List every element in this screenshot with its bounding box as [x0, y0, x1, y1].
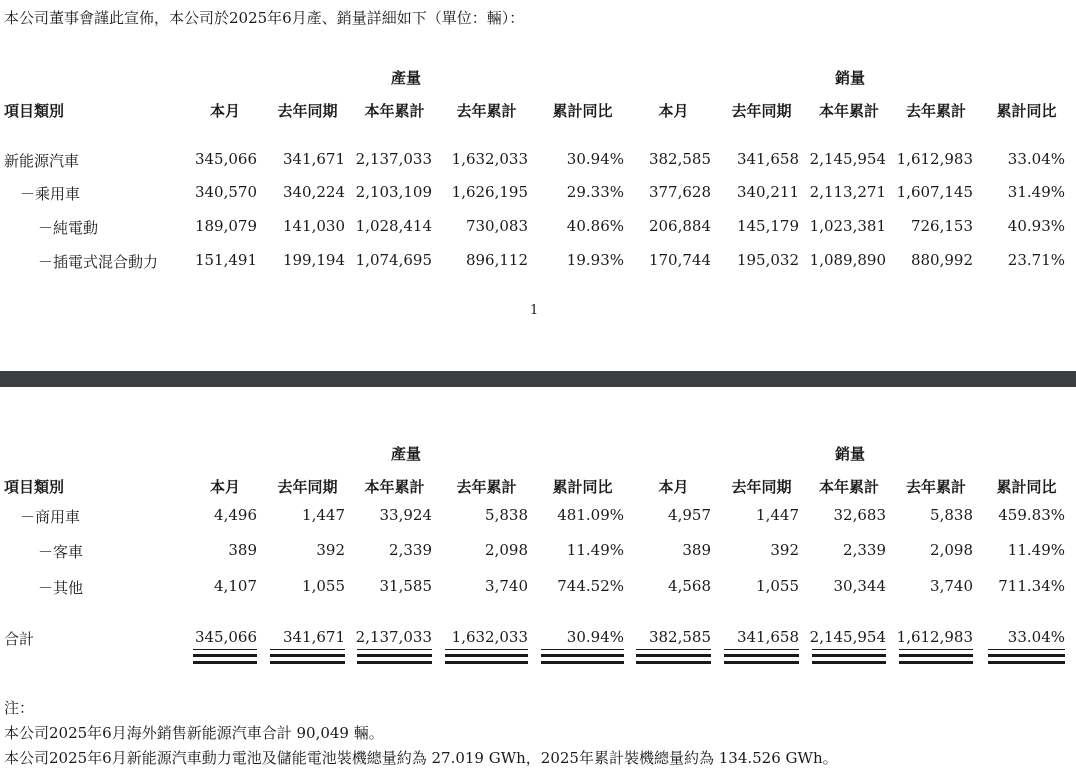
column-header: 累計同比	[996, 102, 1057, 120]
double-underline-bottom	[812, 661, 886, 664]
table-cell: 29.33%	[566, 183, 624, 201]
intro-text: 本公司董事會謹此宣佈，本公司於2025年6月產、銷量詳細如下（單位：輛）：	[4, 9, 525, 27]
column-header: 本月	[209, 478, 240, 496]
column-header: 本月	[658, 478, 689, 496]
column-header: 去年同期	[277, 478, 338, 496]
column-header: 去年累計	[905, 102, 966, 120]
table-cell: 392	[316, 541, 345, 559]
note-line-2: 本公司2025年6月新能源汽車動力電池及儲能電池裝機總量約為 27.019 GWh，2025年累計裝機總量約為 134.526 GWh。	[4, 749, 838, 767]
column-header: 去年累計	[905, 478, 966, 496]
table-cell: 4,957	[668, 506, 711, 524]
header-category: 項目類別	[4, 478, 65, 496]
double-underline-bottom	[445, 661, 528, 664]
double-underline-top	[193, 654, 257, 657]
row-label: 新能源汽車	[4, 152, 80, 170]
total-cell: 2,145,954	[809, 628, 886, 646]
table-cell: 392	[770, 541, 799, 559]
table-cell: 1,447	[756, 506, 799, 524]
table-cell: 195,032	[736, 251, 799, 269]
total-cell: 341,658	[736, 628, 799, 646]
table-cell: 40.86%	[566, 217, 624, 235]
table-cell: 1,612,983	[896, 150, 973, 168]
column-header: 去年累計	[456, 102, 517, 120]
production-group-header: 產量	[391, 69, 422, 87]
total-underline	[988, 649, 1065, 650]
double-underline-top	[270, 654, 345, 657]
total-underline	[899, 649, 973, 650]
table-cell: 40.93%	[1007, 217, 1065, 235]
table-cell: 199,194	[282, 251, 345, 269]
table-cell: 33.04%	[1007, 150, 1065, 168]
table-cell: 1,089,890	[809, 251, 886, 269]
double-underline-bottom	[636, 661, 711, 664]
table-cell: 2,137,033	[355, 150, 432, 168]
table-cell: 145,179	[736, 217, 799, 235]
table-cell: 141,030	[282, 217, 345, 235]
sales-group-header: 銷量	[835, 69, 866, 87]
column-header: 累計同比	[552, 102, 613, 120]
table-cell: 377,628	[648, 183, 711, 201]
double-underline-bottom	[193, 661, 257, 664]
double-underline-bottom	[899, 661, 973, 664]
column-header: 本月	[658, 102, 689, 120]
total-cell: 2,137,033	[355, 628, 432, 646]
total-underline	[812, 649, 886, 650]
table-cell: 11.49%	[566, 541, 624, 559]
double-underline-top	[988, 654, 1065, 657]
table-cell: 1,028,414	[355, 217, 432, 235]
column-header: 本月	[209, 102, 240, 120]
total-underline	[541, 649, 624, 650]
double-underline-top	[445, 654, 528, 657]
double-underline-top	[724, 654, 799, 657]
table-cell: 2,339	[843, 541, 886, 559]
table-cell: 382,585	[648, 150, 711, 168]
table-cell: 5,838	[485, 506, 528, 524]
table-cell: 340,224	[282, 183, 345, 201]
table-cell: 206,884	[648, 217, 711, 235]
total-cell: 1,612,983	[896, 628, 973, 646]
table-cell: 2,145,954	[809, 150, 886, 168]
table-cell: 1,447	[302, 506, 345, 524]
total-cell: 382,585	[648, 628, 711, 646]
double-underline-bottom	[541, 661, 624, 664]
row-label: －純電動	[38, 219, 99, 237]
row-label: －其他	[38, 579, 84, 597]
notes-title: 注：	[4, 699, 35, 717]
table-cell: 389	[228, 541, 257, 559]
table-cell: 2,113,271	[809, 183, 886, 201]
table-cell: 2,103,109	[355, 183, 432, 201]
table-cell: 1,632,033	[451, 150, 528, 168]
total-underline	[724, 649, 799, 650]
sales-group-header: 銷量	[835, 445, 866, 463]
total-label: 合計	[4, 630, 35, 648]
row-label: －客車	[38, 543, 84, 561]
table-cell: 151,491	[194, 251, 257, 269]
double-underline-top	[899, 654, 973, 657]
table-cell: 30.94%	[566, 150, 624, 168]
table-cell: 5,838	[930, 506, 973, 524]
row-label: －商用車	[20, 508, 81, 526]
total-underline	[193, 649, 257, 650]
table-cell: 896,112	[465, 251, 528, 269]
column-header: 累計同比	[552, 478, 613, 496]
table-cell: 4,568	[668, 577, 711, 595]
table-cell: 341,671	[282, 150, 345, 168]
table-cell: 1,055	[756, 577, 799, 595]
double-underline-top	[357, 654, 432, 657]
total-cell: 345,066	[194, 628, 257, 646]
page-number: 1	[530, 303, 539, 318]
total-cell: 30.94%	[566, 628, 624, 646]
column-header: 累計同比	[996, 478, 1057, 496]
total-cell: 341,671	[282, 628, 345, 646]
table-cell: 459.83%	[998, 506, 1065, 524]
table-cell: 2,098	[485, 541, 528, 559]
production-group-header: 產量	[391, 445, 422, 463]
table-cell: 341,658	[736, 150, 799, 168]
table-cell: 744.52%	[557, 577, 624, 595]
table-cell: 1,074,695	[355, 251, 432, 269]
double-underline-bottom	[357, 661, 432, 664]
column-header: 去年同期	[731, 478, 792, 496]
total-underline	[445, 649, 528, 650]
double-underline-bottom	[724, 661, 799, 664]
column-header: 去年同期	[277, 102, 338, 120]
table-cell: 23.71%	[1007, 251, 1065, 269]
total-cell: 1,632,033	[451, 628, 528, 646]
table-cell: 340,211	[736, 183, 799, 201]
double-underline-bottom	[988, 661, 1065, 664]
column-header: 本年累計	[364, 102, 425, 120]
table-cell: 3,740	[930, 577, 973, 595]
column-header: 去年同期	[731, 102, 792, 120]
table-cell: 1,055	[302, 577, 345, 595]
table-cell: 31.49%	[1007, 183, 1065, 201]
table-cell: 345,066	[194, 150, 257, 168]
double-underline-top	[812, 654, 886, 657]
table-cell: 170,744	[648, 251, 711, 269]
total-underline	[357, 649, 432, 650]
total-underline	[270, 649, 345, 650]
table-cell: 4,107	[214, 577, 257, 595]
table-cell: 1,023,381	[809, 217, 886, 235]
table-cell: 4,496	[214, 506, 257, 524]
row-label: －乘用車	[20, 185, 81, 203]
double-underline-top	[636, 654, 711, 657]
double-underline-top	[541, 654, 624, 657]
row-label: －插電式混合動力	[38, 253, 159, 271]
column-header: 本年累計	[818, 478, 879, 496]
table-cell: 189,079	[194, 217, 257, 235]
table-cell: 481.09%	[557, 506, 624, 524]
column-header: 本年累計	[364, 478, 425, 496]
table-cell: 340,570	[194, 183, 257, 201]
column-header: 本年累計	[818, 102, 879, 120]
table-cell: 726,153	[910, 217, 973, 235]
table-cell: 1,626,195	[451, 183, 528, 201]
table-cell: 33,924	[379, 506, 432, 524]
table-cell: 711.34%	[998, 577, 1065, 595]
table-cell: 31,585	[379, 577, 432, 595]
table-cell: 19.93%	[566, 251, 624, 269]
total-cell: 33.04%	[1007, 628, 1065, 646]
table-cell: 30,344	[833, 577, 886, 595]
note-line-1: 本公司2025年6月海外銷售新能源汽車合計 90,049 輛。	[4, 724, 384, 742]
table-cell: 730,083	[465, 217, 528, 235]
table-cell: 880,992	[910, 251, 973, 269]
table-cell: 2,339	[389, 541, 432, 559]
table-cell: 2,098	[930, 541, 973, 559]
total-underline	[636, 649, 711, 650]
header-category: 項目類別	[4, 102, 65, 120]
column-header: 去年累計	[456, 478, 517, 496]
table-cell: 11.49%	[1007, 541, 1065, 559]
table-cell: 1,607,145	[896, 183, 973, 201]
page-divider	[0, 371, 1076, 387]
table-cell: 32,683	[833, 506, 886, 524]
table-cell: 389	[682, 541, 711, 559]
double-underline-bottom	[270, 661, 345, 664]
table-cell: 3,740	[485, 577, 528, 595]
